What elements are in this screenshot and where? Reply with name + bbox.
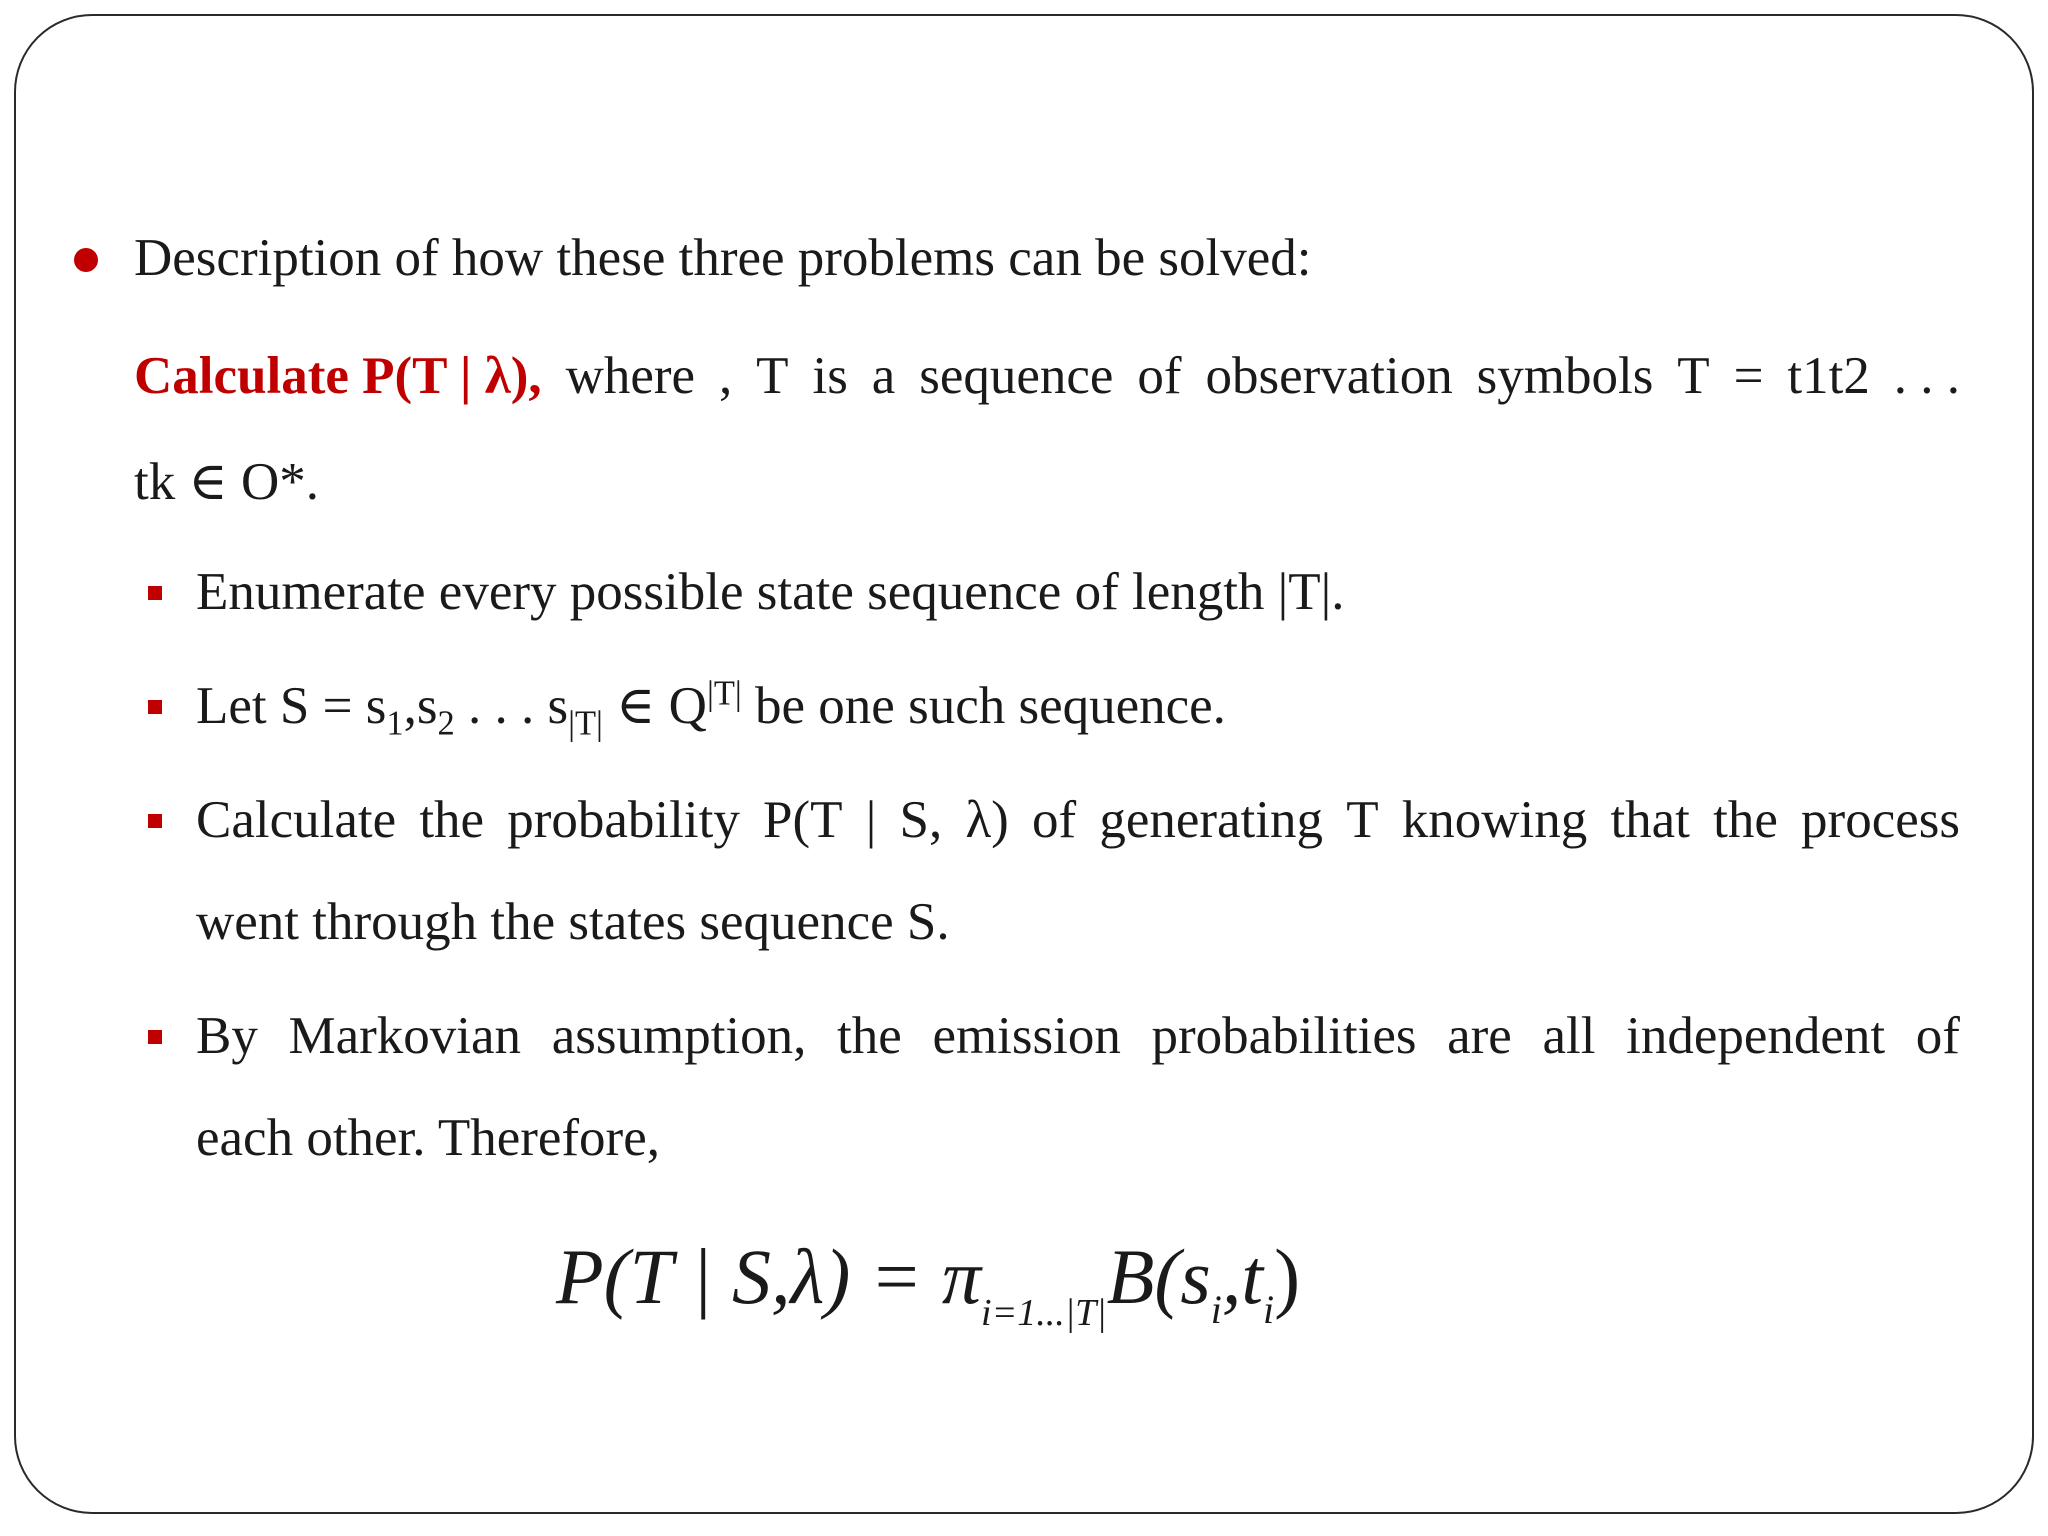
probability-formula <box>556 1233 1301 1334</box>
let-s-sup: |T| <box>706 674 742 713</box>
word: the <box>1713 791 1778 849</box>
word: sequence <box>919 347 1114 405</box>
let-s-in-q: ∈ Q <box>602 677 707 735</box>
calculate-prob-line <box>196 791 1960 849</box>
word: Markovian <box>288 1007 522 1065</box>
word: the <box>837 1007 902 1065</box>
word: λ) <box>965 791 1009 849</box>
word: | <box>865 791 877 849</box>
formula-index: i=1...|T| <box>981 1292 1107 1334</box>
word: knowing <box>1401 791 1588 849</box>
word: a <box>871 347 896 405</box>
let-s-comma: ,s <box>403 677 438 735</box>
word: is <box>812 347 848 405</box>
formula-rhs-open: B(s <box>1106 1233 1211 1320</box>
word: independent <box>1626 1007 1886 1065</box>
calculate-line <box>134 347 1960 405</box>
word: By <box>196 1007 258 1065</box>
word: emission <box>932 1007 1121 1065</box>
let-s-text <box>196 674 1226 743</box>
word: T <box>756 347 789 405</box>
word: are <box>1447 1007 1512 1065</box>
formula-lhs: P(T | S,λ) = π <box>556 1233 982 1320</box>
word: all <box>1542 1007 1596 1065</box>
word: = <box>1733 347 1764 405</box>
let-s-prefix: Let S = s <box>196 677 387 735</box>
calculate-prob-line-2: went through the states sequence S. <box>196 893 950 951</box>
formula-close: ) <box>1274 1233 1301 1320</box>
let-s-dots: . . . s <box>454 677 569 735</box>
word: t1t2 <box>1787 347 1870 405</box>
word: of <box>1915 1007 1960 1065</box>
markov-line-2: each other. Therefore, <box>196 1109 660 1167</box>
word: , <box>719 347 733 405</box>
word: of <box>1137 347 1182 405</box>
word: T <box>1346 791 1379 849</box>
calculate-title: Calculate P(T | λ), <box>134 347 542 405</box>
square-bullet-icon <box>148 814 162 828</box>
word: that <box>1610 791 1690 849</box>
formula-sub-i2: i <box>1263 1287 1275 1332</box>
let-s-suffix: be one such sequence. <box>741 677 1226 735</box>
word: process <box>1801 791 1960 849</box>
word: where <box>565 347 696 405</box>
formula-sub-i1: i <box>1210 1287 1222 1332</box>
calculate-line-2: tk ∈ O*. <box>134 453 319 511</box>
formula-comma-t: ,t <box>1221 1233 1264 1320</box>
main-bullet-text: Description of how these three problems can be solved: <box>134 229 1312 287</box>
word: . . . <box>1893 347 1960 405</box>
word: P(T <box>763 791 843 849</box>
word: observation <box>1205 347 1453 405</box>
square-bullet-icon <box>148 700 162 714</box>
word: S, <box>899 791 943 849</box>
square-bullet-icon <box>148 1030 162 1044</box>
word: of <box>1031 791 1077 849</box>
word: probability <box>507 791 740 849</box>
word: the <box>419 791 485 849</box>
square-bullet-icon <box>148 586 162 600</box>
markov-line <box>196 1007 1960 1065</box>
let-s-sub2: 2 <box>437 704 455 743</box>
bullet-dot-icon <box>74 248 98 272</box>
word: Calculate <box>196 791 397 849</box>
let-s-sub1: 1 <box>386 704 404 743</box>
word: probabilities <box>1151 1007 1417 1065</box>
enumerate-text: Enumerate every possible state sequence of length |T|. <box>196 563 1345 621</box>
word: symbols <box>1476 347 1654 405</box>
let-s-sub3: |T| <box>568 704 603 743</box>
word: assumption, <box>551 1007 807 1065</box>
word: T <box>1677 347 1710 405</box>
word: generating <box>1099 791 1323 849</box>
